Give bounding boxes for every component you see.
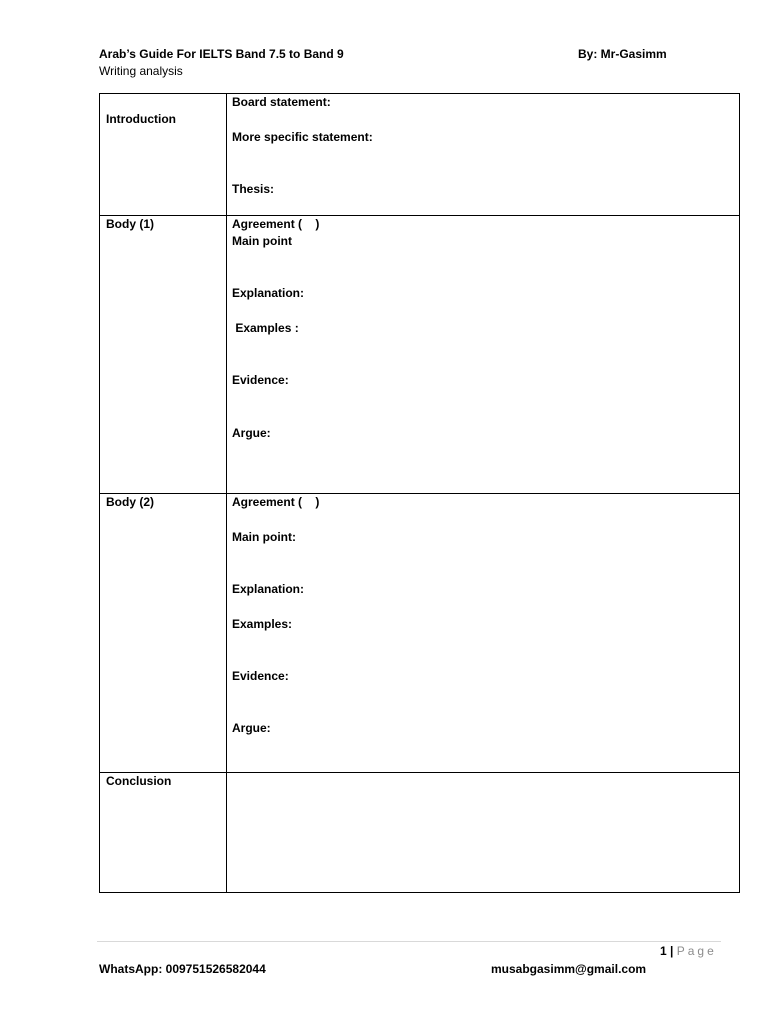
body2-examples-label: Examples: [232,617,293,631]
body1-label: Body (1) [106,217,154,231]
page-number [660,944,717,958]
document-title: Arab’s Guide For IELTS Band 7.5 to Band 9 [99,47,344,61]
footer-divider [97,941,721,942]
thesis-label: Thesis: [232,182,275,196]
page-number-value: 1 [660,944,667,958]
body1-argue-label: Argue: [232,426,271,440]
body2-content-cell[interactable] [227,494,740,773]
document-subtitle: Writing analysis [99,64,183,78]
body2-label-cell [100,494,227,773]
conclusion-row [100,773,740,893]
body2-evidence-label: Evidence: [232,669,289,683]
body1-content-cell[interactable] [227,216,740,494]
specific-statement-label: More specific statement: [232,130,373,144]
introduction-label: Introduction [106,112,176,126]
introduction-label-cell [100,94,227,216]
body2-label: Body (2) [106,495,154,509]
body1-agreement-label: Agreement ( ) [232,217,320,231]
page-word: Page [676,944,717,958]
whatsapp-contact: WhatsApp: 009751526582044 [99,962,266,976]
introduction-content-cell[interactable] [227,94,740,216]
body1-row [100,216,740,494]
body2-agreement-label: Agreement ( ) [232,495,320,509]
conclusion-label: Conclusion [106,774,172,788]
body1-evidence-label: Evidence: [232,373,289,387]
body1-examples-label: Examples : [232,321,299,335]
analysis-table [99,93,740,893]
body2-argue-label: Argue: [232,721,271,735]
body2-explanation-label: Explanation: [232,582,305,596]
body1-label-cell [100,216,227,494]
body1-main-point-label: Main point [232,234,292,248]
conclusion-content-cell[interactable] [227,773,740,893]
body2-main-point-label: Main point: [232,530,296,544]
introduction-row [100,94,740,216]
author-line: By: Mr-Gasimm [578,47,667,61]
conclusion-label-cell [100,773,227,893]
board-statement-label: Board statement: [232,95,331,109]
email-contact[interactable]: musabgasimm@gmail.com [491,962,647,976]
page-number-separator: | [670,944,674,958]
body1-explanation-label: Explanation: [232,286,305,300]
body2-row [100,494,740,773]
